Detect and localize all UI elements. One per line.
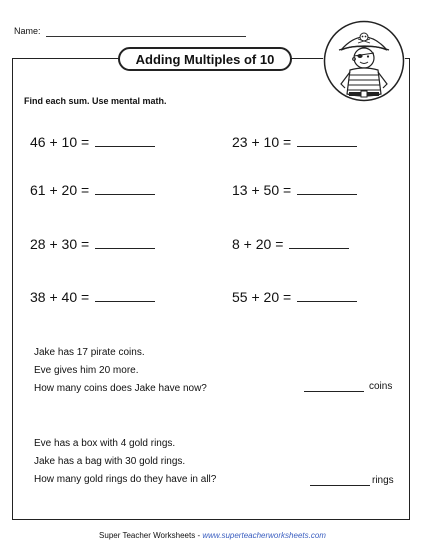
story-line: Eve has a box with 4 gold rings. <box>34 438 176 449</box>
name-answer-line[interactable] <box>46 36 246 37</box>
footer-url-link[interactable]: www.superteacherworksheets.com <box>202 531 326 540</box>
problem-8 <box>232 289 357 305</box>
word-problem-2 <box>34 435 216 489</box>
problem-4 <box>232 182 357 198</box>
answer-blank[interactable] <box>95 184 155 195</box>
problem-6 <box>232 236 349 252</box>
problem-3 <box>30 182 155 198</box>
story-line: How many coins does Jake have now? <box>34 383 207 394</box>
unit-label: coins <box>369 381 393 392</box>
problem-expression: 28 + 30 = <box>30 236 90 252</box>
name-label: Name: <box>14 26 41 36</box>
story-line: How many gold rings do they have in all? <box>34 474 217 485</box>
problem-expression: 13 + 50 = <box>232 182 292 198</box>
answer-blank[interactable] <box>95 136 155 147</box>
worksheet-title <box>118 47 292 71</box>
word-problem-1 <box>34 344 207 398</box>
problem-expression: 55 + 20 = <box>232 289 292 305</box>
unit-label: rings <box>372 475 394 486</box>
problem-expression: 61 + 20 = <box>30 182 90 198</box>
problem-expression: 46 + 10 = <box>30 134 90 150</box>
instructions: Find each sum. Use mental math. <box>24 96 167 106</box>
answer-blank[interactable] <box>297 136 357 147</box>
answer-blank[interactable] <box>297 291 357 302</box>
problem-2 <box>232 134 357 150</box>
answer-line[interactable] <box>310 485 370 486</box>
answer-line[interactable] <box>304 391 364 392</box>
pirate-icon <box>323 20 405 102</box>
problem-expression: 23 + 10 = <box>232 134 292 150</box>
problem-expression: 38 + 40 = <box>30 289 90 305</box>
problem-1 <box>30 134 155 150</box>
problem-expression: 8 + 20 = <box>232 236 284 252</box>
footer <box>0 531 425 540</box>
worksheet-title-text: Adding Multiples of 10 <box>135 51 275 67</box>
footer-separator: - <box>195 531 203 540</box>
story-line: Eve gives him 20 more. <box>34 365 139 376</box>
answer-blank[interactable] <box>95 238 155 249</box>
answer-blank[interactable] <box>297 184 357 195</box>
answer-blank[interactable] <box>95 291 155 302</box>
answer-blank[interactable] <box>289 238 349 249</box>
footer-brand: Super Teacher Worksheets <box>99 531 196 540</box>
problem-5 <box>30 236 155 252</box>
problem-7 <box>30 289 155 305</box>
story-line: Jake has 17 pirate coins. <box>34 347 145 358</box>
story-line: Jake has a bag with 30 gold rings. <box>34 456 186 467</box>
